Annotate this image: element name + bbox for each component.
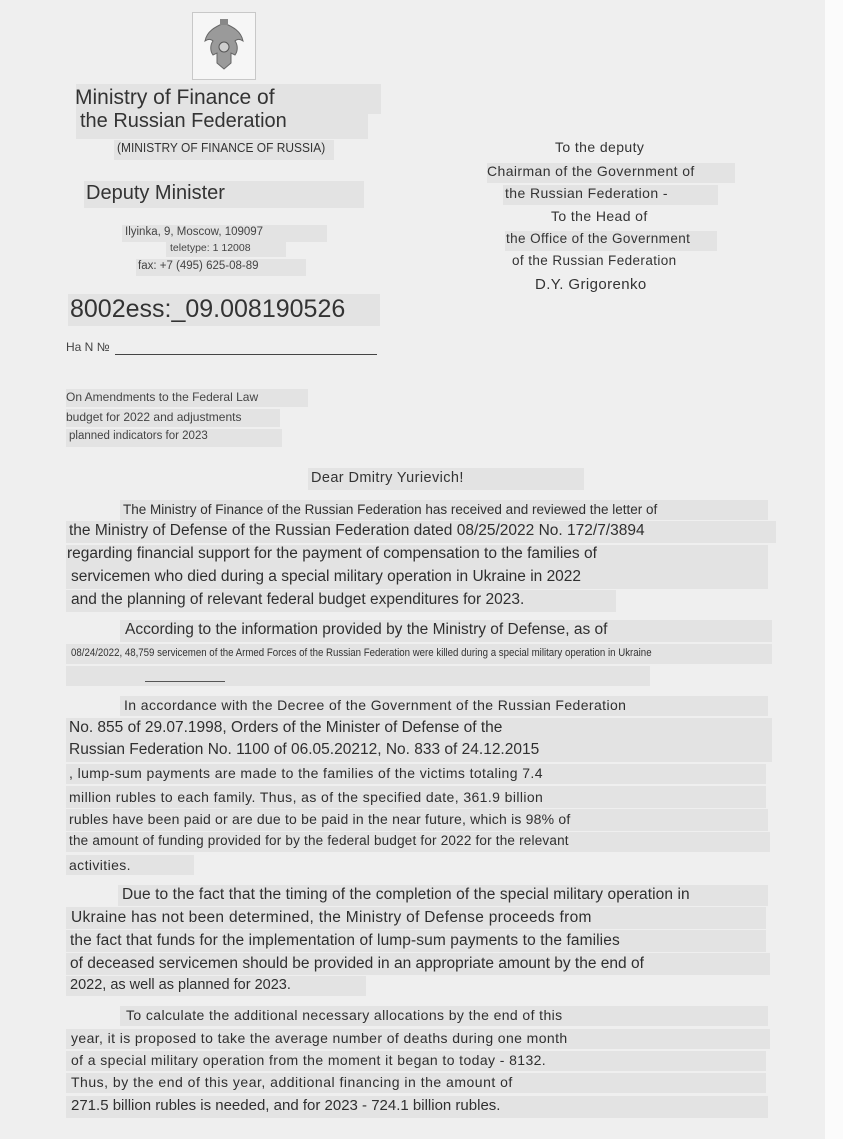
paragraph-line: the fact that funds for the implementation of lump-sum payments to the families bbox=[70, 932, 620, 949]
paragraph-line: and the planning of relevant federal budget expenditures for 2023. bbox=[71, 591, 525, 608]
paragraph-line: regarding financial support for the payment of compensation to the families of bbox=[67, 545, 597, 562]
recipient-line: the Office of the Government bbox=[506, 231, 691, 246]
recipient-line: To the Head of bbox=[551, 208, 648, 224]
paragraph-line: 2022, as well as planned for 2023. bbox=[70, 977, 291, 993]
position-title: Deputy Minister bbox=[86, 182, 225, 204]
page-edge bbox=[825, 0, 843, 1139]
paragraph-line: 271.5 billion rubles is needed, and for 2023 - 724.1 billion rubles. bbox=[71, 1097, 501, 1114]
paragraph-line: The Ministry of Finance of the Russian Federation has received and reviewed the letter of bbox=[123, 502, 658, 517]
salutation: Dear Dmitry Yurievich! bbox=[311, 470, 464, 486]
paragraph-line: , lump-sum payments are made to the families of the victims totaling 7.4 bbox=[69, 765, 543, 781]
russian-coat-of-arms-icon bbox=[192, 12, 256, 80]
paragraph-line: the Ministry of Defense of the Russian Federation dated 08/25/2022 No. 172/7/3894 bbox=[69, 522, 645, 539]
paragraph-line: rubles have been paid or are due to be paid in the near future, which is 98% of bbox=[69, 811, 571, 827]
paragraph-line: servicemen who died during a special military operation in Ukraine in 2022 bbox=[71, 568, 582, 585]
paragraph-line: Thus, by the end of this year, additional financing in the amount of bbox=[71, 1074, 513, 1090]
ministry-fax: fax: +7 (495) 625-08-89 bbox=[138, 260, 259, 272]
ministry-name-line2: the Russian Federation bbox=[80, 110, 287, 132]
reference-label: Ha N № bbox=[66, 340, 110, 354]
reference-number-line bbox=[115, 354, 377, 355]
recipient-line: To the deputy bbox=[555, 139, 645, 155]
paragraph-line: Ukraine has not been determined, the Ministry of Defense proceeds from bbox=[71, 909, 592, 926]
paragraph-line: According to the information provided by the Ministry of Defense, as of bbox=[125, 621, 608, 638]
recipient-line: the Russian Federation - bbox=[505, 185, 668, 201]
recipient-line: of the Russian Federation bbox=[512, 253, 677, 268]
registration-number: 8002ess:_09.008190526 bbox=[70, 295, 346, 323]
ministry-name-line1: Ministry of Finance of bbox=[75, 86, 275, 109]
recipient-line: Chairman of the Government of bbox=[487, 163, 695, 179]
paragraph-line: the amount of funding provided for by the federal budget for 2022 for the relevant bbox=[69, 833, 569, 848]
paragraph-line: million rubles to each family. Thus, as of the specified date, 361.9 billion bbox=[69, 789, 544, 805]
paragraph-line: activities. bbox=[69, 857, 131, 873]
paragraph-divider bbox=[145, 681, 225, 682]
paragraph-line: Due to the fact that the timing of the completion of the special military operation in bbox=[122, 886, 690, 903]
subject-line: planned indicators for 2023 bbox=[69, 430, 208, 442]
paragraph-line: 08/24/2022, 48,759 servicemen of the Armed Forces of the Russian Federation were killed during a special military operation in Ukraine bbox=[71, 647, 652, 659]
paragraph-line: To calculate the additional necessary allocations by the end of this bbox=[126, 1007, 563, 1023]
recipient-name: D.Y. Grigorenko bbox=[535, 276, 647, 293]
ministry-teletype: teletype: 1 12008 bbox=[170, 242, 251, 254]
paragraph-line: year, it is proposed to take the average number of deaths during one month bbox=[71, 1030, 568, 1046]
ministry-abbreviation: (MINISTRY OF FINANCE OF RUSSIA) bbox=[117, 140, 326, 155]
paragraph-line: Russian Federation No. 1100 of 06.05.20212, No. 833 of 24.12.2015 bbox=[69, 741, 540, 758]
paragraph-line: of deceased servicemen should be provided in an appropriate amount by the end of bbox=[70, 955, 644, 972]
paragraph-line: of a special military operation from the moment it began to today - 8132. bbox=[71, 1052, 547, 1068]
ministry-address: Ilyinka, 9, Moscow, 109097 bbox=[125, 226, 264, 238]
paragraph-line: In accordance with the Decree of the Government of the Russian Federation bbox=[124, 697, 627, 713]
subject-line: On Amendments to the Federal Law bbox=[66, 390, 259, 404]
subject-line: budget for 2022 and adjustments bbox=[66, 410, 242, 424]
paragraph-line: No. 855 of 29.07.1998, Orders of the Minister of Defense of the bbox=[69, 719, 503, 736]
